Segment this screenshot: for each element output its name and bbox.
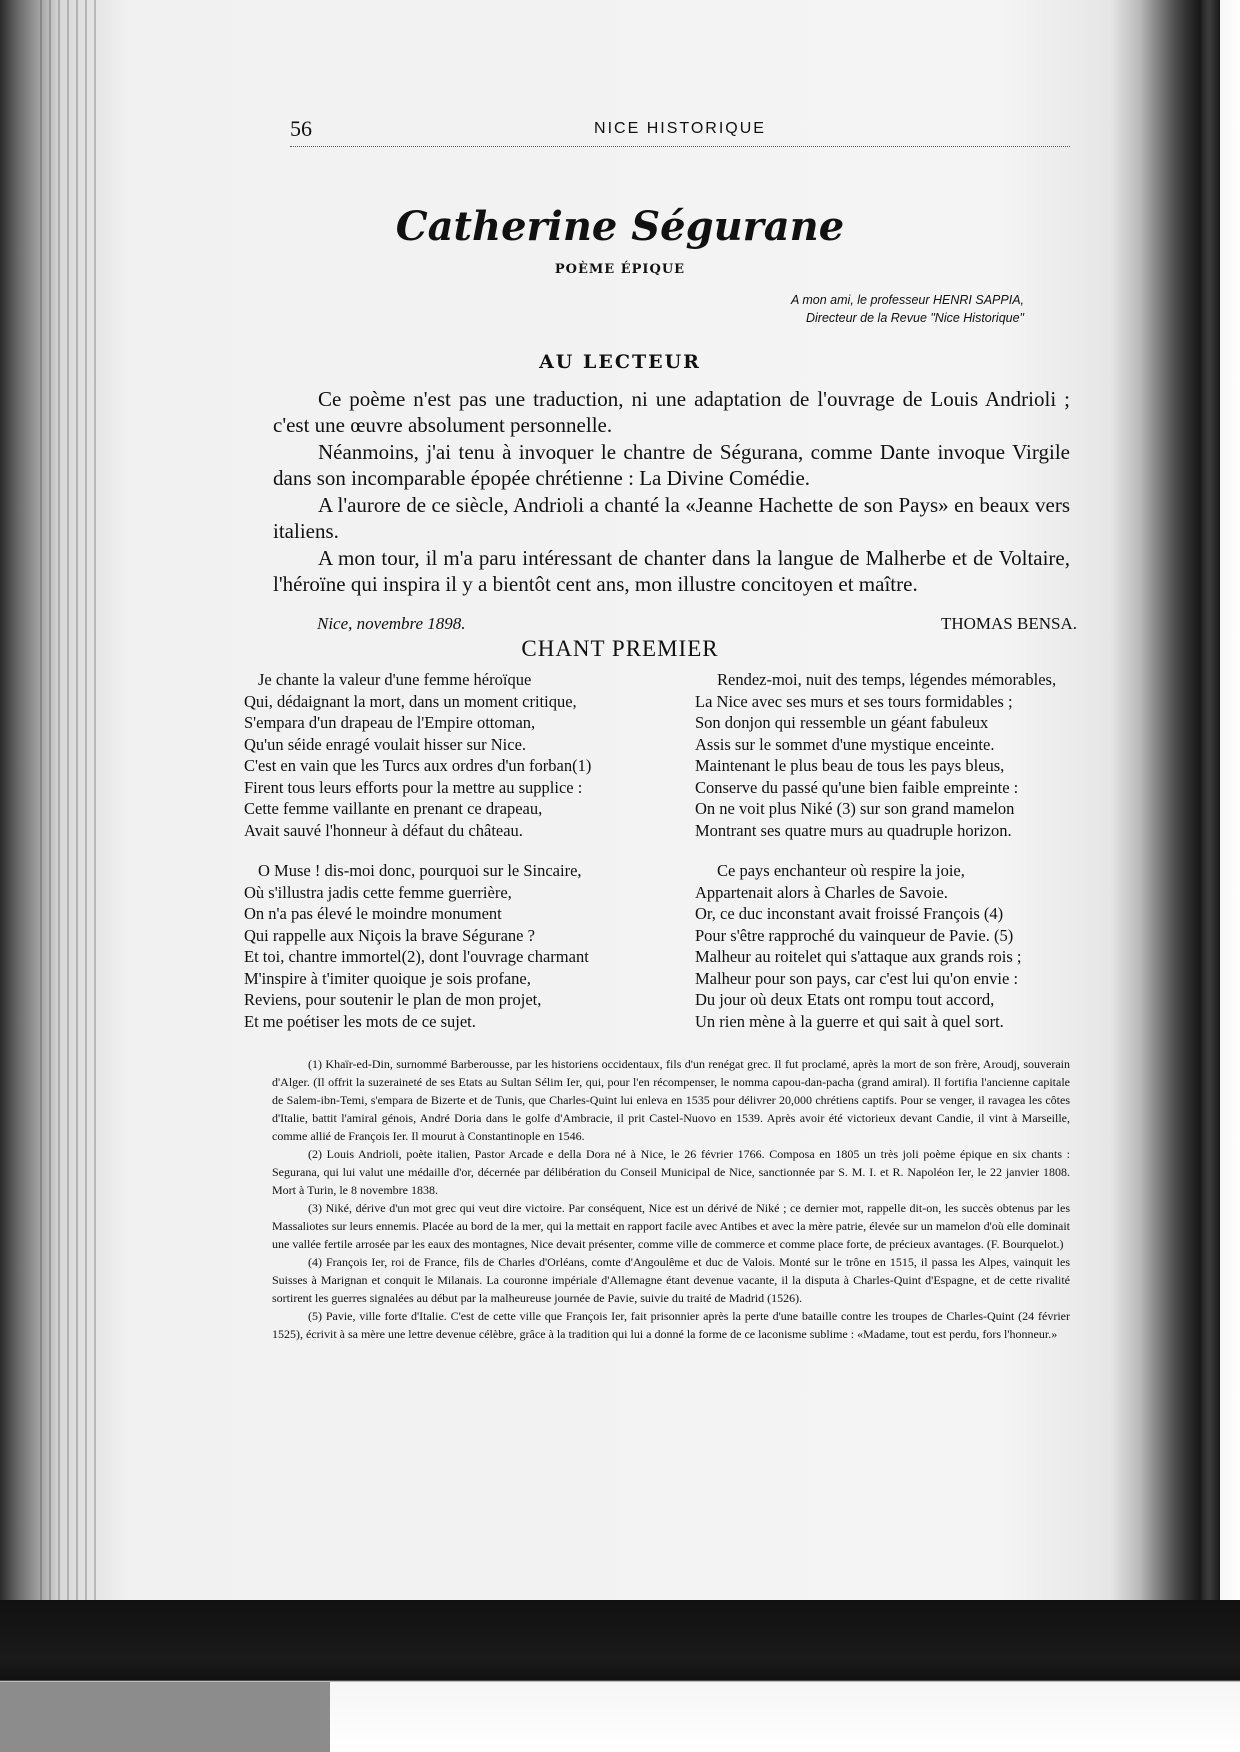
- verse-line: Ce pays enchanteur où respire la joie,: [717, 861, 965, 880]
- footnote: (4) François Ier, roi de France, fils de Charles d'Orléans, comte d'Angoulême et duc de Valois. Monté sur le trône en 1515, il passa les Alpes, vainquit les Suisses à Marignan et conquit le Milanais. La couronne impériale d'Allemagne étant devenue vacante, il la disputa à Charles-Quint d'Espagne, et de cette rivalité sortirent les guerres signalées au début par la malheureuse journée de Pavie, suivie du traité de Madrid (1526).: [272, 1255, 1070, 1305]
- dedication: [791, 291, 1024, 327]
- verse-line: Et toi, chantre immortel(2), dont l'ouvrage charmant: [244, 947, 589, 966]
- verse-line: C'est en vain que les Turcs aux ordres d'un forban(1): [244, 756, 592, 775]
- preface-paragraph: A mon tour, il m'a paru intéressant de chanter dans la langue de Malherbe et de Voltaire, l'héroïne qui inspira il y a bientôt cent ans, mon illustre concitoyen et maître.: [273, 546, 1070, 596]
- verse-line: On ne voit plus Niké (3) sur son grand mamelon: [695, 799, 1015, 818]
- verse-line: Or, ce duc inconstant avait froissé François (4): [695, 904, 1004, 923]
- footnote: (5) Pavie, ville forte d'Italie. C'est de cette ville que François Ier, fait prisonnier après la perte d'une bataille contre les troupes de Charles-Quint (24 février 1525), écrivit à sa mère une lettre devenue célèbre, grâce à la tradition qui lui a donné la forme de ce laconisme sublime : «Madame, tout est perdu, fors l'honneur.»: [272, 1309, 1070, 1341]
- stanza: [695, 860, 1095, 1032]
- verse-line: Qui, dédaignant la mort, dans un moment critique,: [244, 691, 577, 711]
- stanza: [244, 669, 644, 841]
- verse-line: Avait sauvé l'honneur à défaut du château.: [244, 820, 523, 840]
- poem-column-right: [695, 669, 1095, 1051]
- stanza: [244, 860, 644, 1032]
- journal-name: NICE HISTORIQUE: [594, 120, 766, 137]
- verse-line: Malheur pour son pays, car c'est lui qu'on envie :: [695, 968, 1019, 988]
- chant-title: CHANT PREMIER: [521, 636, 719, 661]
- verse-line: Où s'illustra jadis cette femme guerrière,: [244, 882, 512, 902]
- verse-line: S'empara d'un drapeau de l'Empire ottoman,: [244, 713, 536, 732]
- verse-line: Cette femme vaillante en prenant ce drapeau,: [244, 799, 543, 818]
- dedication-line: Directeur de la Revue "Nice Historique": [806, 311, 1024, 325]
- running-header: [290, 116, 1070, 147]
- footnotes: [272, 1055, 1070, 1343]
- preface-paragraph: Ce poème n'est pas une traduction, ni une adaptation de l'ouvrage de Louis Andrioli ; c'est une œuvre absolument personnelle.: [273, 387, 1070, 437]
- footnote: (2) Louis Andrioli, poète italien, Pastor Arcade e della Dora né à Nice, le 26 février 1766. Composa en 1805 un très joli poème épique en six chants : Segurana, qui lui valut une médaille d'or, décernée par délibération du Conseil Municipal de Nice, sanctionnée par S. M. I. et R. Napoléon Ier, le 22 janvier 1808. Mort à Turin, le 8 novembre 1838.: [272, 1147, 1070, 1197]
- verse-line: Et me poétiser les mots de ce sujet.: [244, 1011, 476, 1031]
- verse-line: Conserve du passé qu'une bien faible empreinte :: [695, 777, 1019, 797]
- verse-line: Son donjon qui ressemble un géant fabuleux: [695, 713, 989, 732]
- poem-column-left: [244, 669, 644, 1051]
- scan-gray-patch: [0, 1682, 330, 1752]
- verse-line: Du jour où deux Etats ont rompu tout accord,: [695, 990, 995, 1009]
- poem-title: Catherine Ségurane: [395, 203, 845, 250]
- author-name: THOMAS BENSA.: [940, 614, 1077, 633]
- verse-line: Reviens, pour soutenir le plan de mon projet,: [244, 990, 542, 1009]
- poem-subtitle: POÈME ÉPIQUE: [554, 262, 686, 277]
- verse-line: Malheur au roitelet qui s'attaque aux grands rois ;: [695, 947, 1022, 966]
- verse-line: La Nice avec ses murs et ses tours formidables ;: [695, 691, 1013, 711]
- verse-line: Je chante la valeur d'une femme héroïque: [258, 670, 532, 689]
- preface-signature: [317, 614, 1077, 636]
- page-number: 56: [290, 116, 312, 141]
- verse-line: Firent tous leurs efforts pour la mettre au supplice :: [244, 777, 583, 797]
- place-date: Nice, novembre 1898.: [317, 614, 466, 633]
- footnote: (1) Khaïr-ed-Din, surnommé Barberousse, par les historiens occidentaux, fils d'un renégat grec. Il fut proclamé, après la mort de son frère, Aroudj, souverain d'Alger. (Il offrit la suzeraineté de ses Etats au Sultan Sélim Ier, qui, pour l'en récompenser, le nomma capou-dan-pacha (grand amiral). Il fortifia l'ancienne capitale de Salem-ibn-Temi, s'empara de Bizerte et de Tunis, que Charles-Quint lui enleva en 1535 pour délivrer 20,000 chrétiens captifs. Pour se venger, il ravagea les côtes d'Italie, battit l'amiral génois, André Doria dans le golfe d'Ambracie, il prit Castel-Nuovo en 1539. Après avoir été victorieux devant Candie, il vint à Marseille, comme allié de François Ier. Il mourut à Constantinople en 1546.: [272, 1057, 1070, 1143]
- dedication-line: A mon ami, le professeur HENRI SAPPIA,: [791, 293, 1024, 307]
- verse-line: Rendez-moi, nuit des temps, légendes mémorables,: [717, 670, 1057, 689]
- verse-line: M'inspire à t'imiter quoique je sois profane,: [244, 968, 531, 988]
- scan-bottom-band: [0, 1600, 1240, 1752]
- verse-line: On n'a pas élevé le moindre monument: [244, 904, 502, 923]
- verse-line: Pour s'être rapproché du vainqueur de Pavie. (5): [695, 925, 1014, 945]
- verse-line: Assis sur le sommet d'une mystique enceinte.: [695, 734, 995, 754]
- preface-paragraph: A l'aurore de ce siècle, Andrioli a chanté la «Jeanne Hachette de son Pays» en beaux vers italiens.: [273, 493, 1070, 543]
- verse-line: O Muse ! dis-moi donc, pourquoi sur le Sincaire,: [258, 861, 582, 880]
- verse-line: Qu'un séide enragé voulait hisser sur Nice.: [244, 734, 527, 754]
- verse-line: Appartenait alors à Charles de Savoie.: [695, 882, 948, 902]
- verse-line: Montrant ses quatre murs au quadruple horizon.: [695, 820, 1012, 840]
- verse-line: Un rien mène à la guerre et qui sait à quel sort.: [695, 1011, 1004, 1031]
- footnote: (3) Niké, dérive d'un mot grec qui veut dire victoire. Par conséquent, Nice est un dérivé de Niké ; ce dernier mot, rappelle dit-on, les succès obtenus par les Massaliotes sur leurs ennemis. Placée au bord de la mer, qui la mettait en rapport facile avec Antibes et avec la mère patrie, élevée sur un mamelon d'où elle dominait une vallée fertile arrosée par les eaux des montagnes, Nice devait présenter, comme ville de commerce et comme place forte, de précieux avantages. (F. Bourquelot.): [272, 1201, 1070, 1251]
- verse-line: Qui rappelle aux Niçois la brave Ségurane ?: [244, 925, 535, 945]
- stanza: [695, 669, 1095, 841]
- preface-heading: AU LECTEUR: [539, 351, 701, 373]
- preface-text: [273, 386, 1070, 598]
- verse-line: Maintenant le plus beau de tous les pays bleus,: [695, 756, 1005, 775]
- preface-paragraph: Néanmoins, j'ai tenu à invoquer le chantre de Ségurana, comme Dante invoque Virgile dans son incomparable épopée chrétienne : La Divine Comédie.: [273, 440, 1070, 490]
